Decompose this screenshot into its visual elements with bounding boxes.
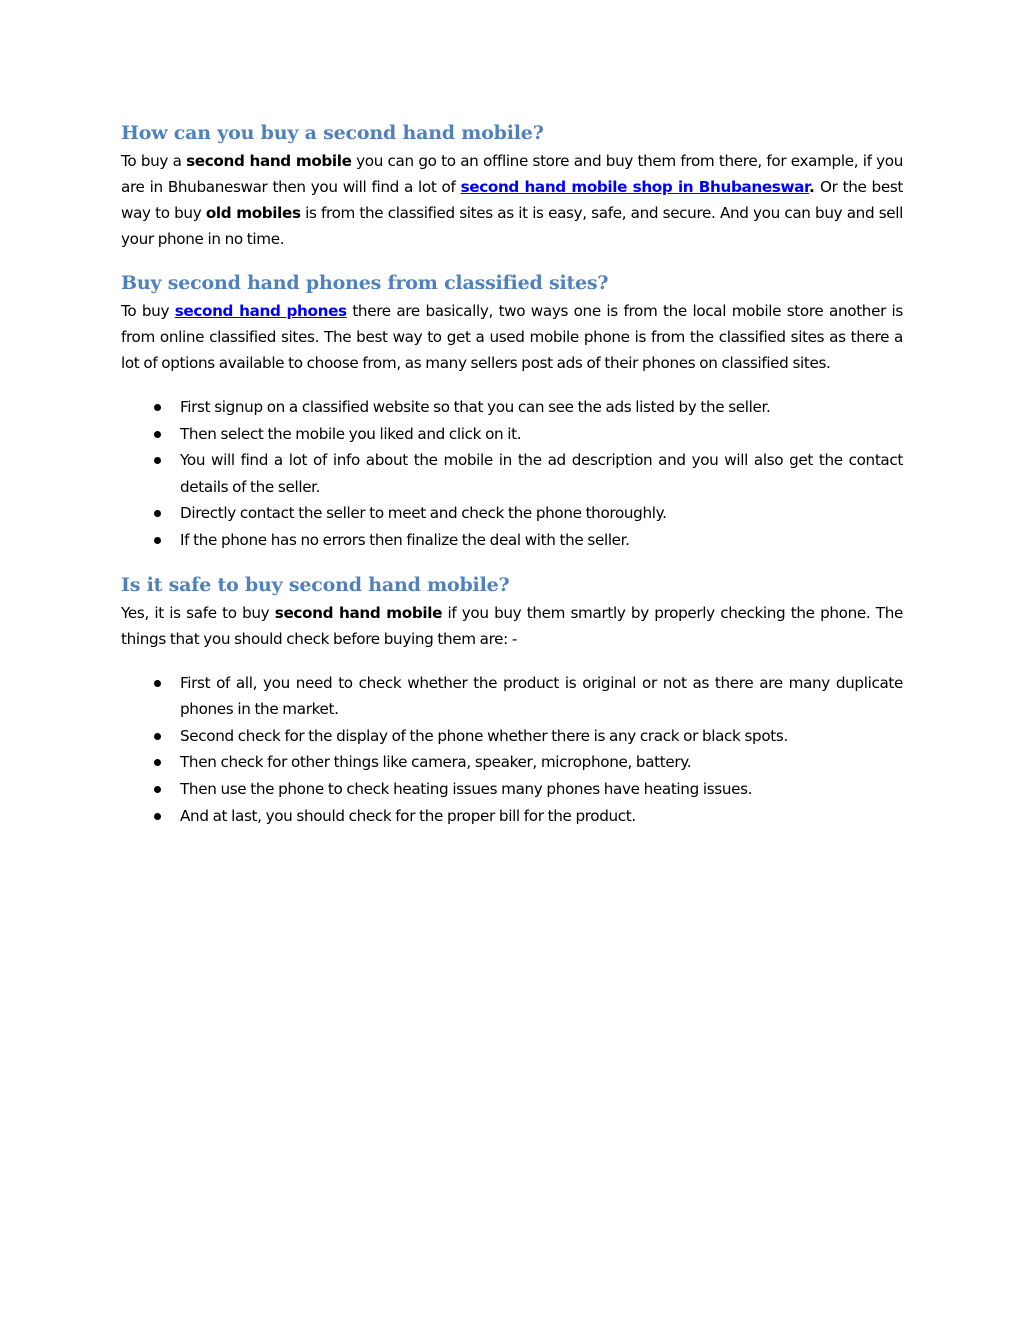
list-item xyxy=(121,394,903,421)
list-item-text: Directly contact the seller to meet and check the phone thoroughly. xyxy=(180,504,667,523)
list-item xyxy=(121,500,903,527)
text-span: if you buy them smartly by properly checking the phone. The things that you should check before buying them are: - xyxy=(121,603,903,648)
bullet-icon xyxy=(154,680,161,687)
bullet-list-buying-steps xyxy=(121,394,903,554)
text-span: there are basically, two ways one is from the local mobile store another is from online classified sites. The best way to get a used mobile phone is from the classified sites as there a lot of options available to choose from, as many sellers post ads of their phones on classified sites. xyxy=(121,302,903,372)
bullet-icon xyxy=(154,457,161,464)
list-item xyxy=(121,803,903,830)
list-item xyxy=(121,447,903,500)
list-item-text: If the phone has no errors then finalize the deal with the seller. xyxy=(180,530,630,549)
bold-keyword: old mobiles xyxy=(205,204,301,222)
text-span: To buy a xyxy=(121,152,187,170)
bullet-icon xyxy=(154,733,161,740)
bullet-icon xyxy=(154,404,161,411)
bullet-icon xyxy=(154,431,161,438)
list-item xyxy=(121,749,903,776)
list-item xyxy=(121,421,903,448)
text-span: is from the classified sites as it is easy, safe, and secure. And you can buy and sell your phone in no time. xyxy=(121,204,903,248)
section-heading-how-to-buy: How can you buy a second hand mobile? xyxy=(121,122,544,144)
list-item-text: First of all, you need to check whether the product is original or not as there are many duplicate phones in the market. xyxy=(180,673,903,719)
list-item xyxy=(121,723,903,750)
bullet-icon xyxy=(154,510,161,517)
text-span: Yes, it is safe to buy xyxy=(121,603,275,622)
link-second-hand-phones[interactable]: second hand phones xyxy=(174,302,347,320)
list-item-text: Second check for the display of the phone whether there is any crack or black spots. xyxy=(180,726,788,745)
link-shop-bhubaneswar[interactable]: second hand mobile shop in Bhubaneswar xyxy=(460,178,810,196)
bullet-icon xyxy=(154,537,161,544)
bullet-icon xyxy=(154,813,161,820)
section-paragraph-how-to-buy xyxy=(121,148,903,252)
list-item-text: Then use the phone to check heating issues many phones have heating issues. xyxy=(180,779,753,798)
text-span: To buy xyxy=(121,302,175,320)
section-heading-is-it-safe: Is it safe to buy second hand mobile? xyxy=(121,573,510,596)
section-paragraph-is-it-safe xyxy=(121,600,903,652)
list-item-text: Then select the mobile you liked and click on it. xyxy=(180,424,522,443)
list-item xyxy=(121,527,903,554)
bullet-icon xyxy=(154,759,161,766)
list-item-text: First signup on a classified website so that you can see the ads listed by the seller. xyxy=(180,398,771,416)
list-item xyxy=(121,776,903,803)
bold-keyword: second hand mobile xyxy=(274,603,443,622)
list-item-text: And at last, you should check for the proper bill for the product. xyxy=(180,806,636,825)
text-span: you can go to an offline store and buy them from there, for example, if you are in Bhubaneswar then you will find a lot of xyxy=(121,152,903,196)
list-item xyxy=(121,670,903,723)
document-page xyxy=(121,118,903,829)
bullet-list-checks xyxy=(121,670,903,830)
section-heading-classified-sites: Buy second hand phones from classified sites? xyxy=(121,272,609,294)
list-item-text: You will find a lot of info about the mobile in the ad description and you will also get the contact details of the seller. xyxy=(180,451,903,496)
bold-period: . xyxy=(809,178,821,196)
bold-keyword: second hand mobile xyxy=(186,152,352,170)
text-span: Or the best way to buy xyxy=(121,178,904,222)
bullet-icon xyxy=(154,786,161,793)
section-paragraph-classified-sites xyxy=(121,298,903,376)
list-item-text: Then check for other things like camera, speaker, microphone, battery. xyxy=(180,753,692,772)
